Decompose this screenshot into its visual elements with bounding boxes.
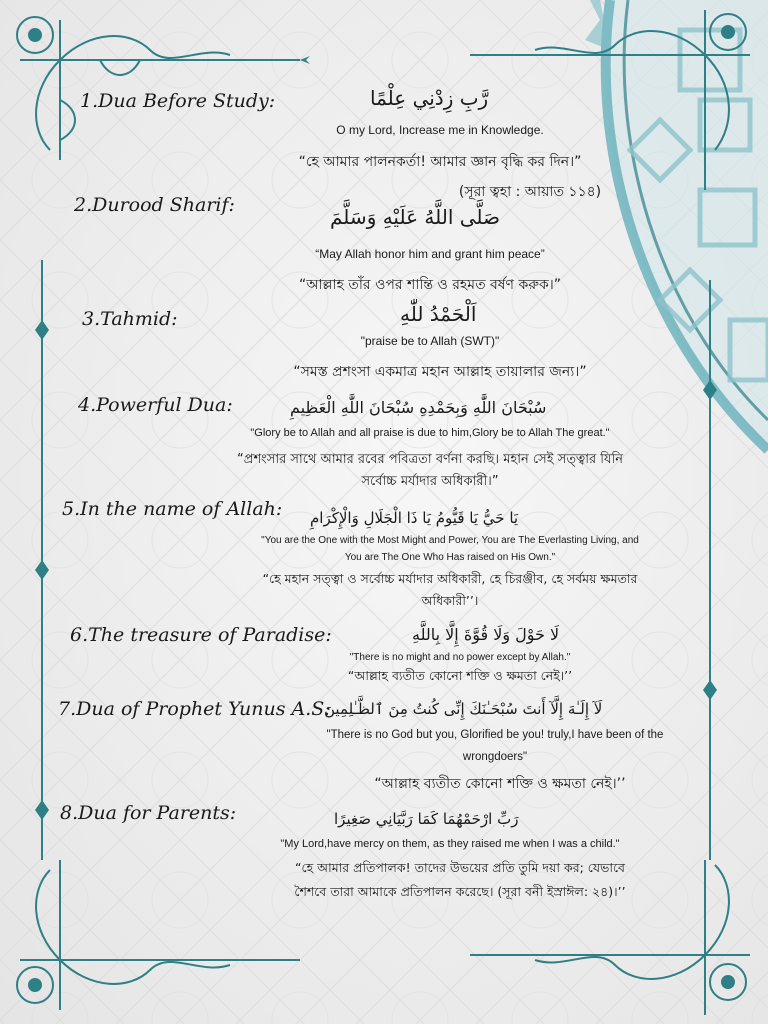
dua-1-reference: (সূরা ত্বহা : আয়াত ১১৪) — [458, 184, 602, 200]
dua-3-english: "praise be to Allah (SWT)" — [360, 334, 500, 348]
dua-1-english: O my Lord, Increase me in Knowledge. — [336, 123, 544, 137]
dua-4-bangla-line-1: “প্রশংসার সাথে আমার রবের পবিত্রতা বর্ণনা করছি। মহান সেই সত্ত্বার যিনি — [237, 452, 623, 467]
dua-8-arabic: رَبِّ ارْحَمْهُمَا كَمَا رَبَّيَانِي صَغِيرًا — [334, 810, 519, 828]
dua-5-english-line-1: "You are the One with the Most Might and Power, You are The Everlasting Living, and — [261, 535, 639, 546]
dua-7-arabic: لَآ إِلَـٰهَ إِلَّآ أَنتَ سُبْحَـٰنَكَ إِنِّى كُنتُ مِنَ ٱلظَّـٰلِمِينَ — [324, 700, 603, 718]
dua-5-arabic: يَا حَيُّ يَا قَيُّومُ يَا ذَا الْجَلَالِ وَالْإِكْرَامِ — [310, 509, 519, 527]
dua-3-bangla: “সমস্ত প্রশংসা একমাত্র মহান আল্লাহ তায়ালার জন্য।” — [293, 364, 587, 380]
dua-3-heading: 3.Tahmid: — [82, 308, 178, 330]
dua-7-english-line-2: wrongdoers" — [462, 751, 528, 763]
dua-1-arabic: رَّبِ زِدْنِي عِلْمًا — [370, 86, 489, 110]
dua-5-bangla-line-1: “হে মহান সত্ত্বা ও সর্বোচ্চ মর্যাদার অধিকারী, হে চিরঞ্জীব, হে সর্বময় ক্ষমতার — [262, 571, 638, 586]
dua-8-heading: 8.Dua for Parents: — [60, 802, 237, 824]
dua-5-heading: 5.In the name of Allah: — [62, 498, 283, 520]
dua-6-arabic: لَا حَوْلَ وَلَا قُوَّةَ إِلَّا بِاللَّهِ — [412, 625, 560, 644]
dua-6-english: "There is no might and no power except by Allah." — [349, 652, 571, 663]
dua-1-bangla: “হে আমার পালনকর্তা! আমার জ্ঞান বৃদ্ধি কর দিন।” — [298, 154, 582, 170]
dua-8-bangla-line-1: “হে আমার প্রতিপালক! তাদের উভয়ের প্রতি তুমি দয়া কর; যেভাবে — [295, 860, 625, 875]
dua-4-heading: 4.Powerful Dua: — [78, 394, 233, 416]
dua-5-bangla-line-2: অধিকারী’’। — [421, 593, 479, 608]
dua-8-english: "My Lord,have mercy on them, as they raised me when I was a child." — [280, 838, 620, 850]
dua-7-heading: 7.Dua of Prophet Yunus A.S: — [58, 698, 331, 720]
dua-6-heading: 6.The treasure of Paradise: — [70, 624, 332, 646]
dua-8-bangla-line-2: শৈশবে তারা আমাকে প্রতিপালন করেছে। (সূরা বনী ইস্রাঈল: ২৪)।’’ — [294, 884, 626, 899]
dua-6-bangla: “আল্লাহ ব্যতীত কোনো শক্তি ও ক্ষমতা নেই।’’ — [347, 668, 573, 683]
dua-2-english: “May Allah honor him and grant him peace” — [315, 247, 545, 261]
dua-7-bangla: “আল্লাহ ব্যতীত কোনো শক্তি ও ক্ষমতা নেই।’’ — [374, 776, 626, 792]
dua-7-english-line-1: "There is no God but you, Glorified be you! truly,I have been of the — [326, 729, 664, 741]
dua-3-arabic: اَلْحَمْدُ للّٰهِ — [400, 302, 477, 326]
dua-4-english: "Glory be to Allah and all praise is due to him,Glory be to Allah The great." — [250, 427, 610, 439]
dua-4-bangla-line-2: সর্বোচ্চ মর্যাদার অধিকারী।” — [361, 474, 499, 489]
dua-4-arabic: سُبْحَانَ اللَّٰهِ وَبِحَمْدِهِ سُبْحَانَ اللَّٰهِ الْعَظِيمِ — [290, 398, 547, 417]
dua-2-heading: 2.Durood Sharif: — [74, 194, 235, 216]
dua-2-bangla: “আল্লাহ তাঁর ওপর শান্তি ও রহমত বর্ষণ করুক।” — [298, 277, 562, 293]
dua-2-arabic: صَلَّى اللَّهُ عَلَيْهِ وَسَلَّمَ — [330, 205, 500, 229]
dua-1-heading: 1.Dua Before Study: — [80, 90, 276, 112]
dua-5-english-line-2: You are The One Who Has raised on His Own." — [344, 552, 556, 563]
